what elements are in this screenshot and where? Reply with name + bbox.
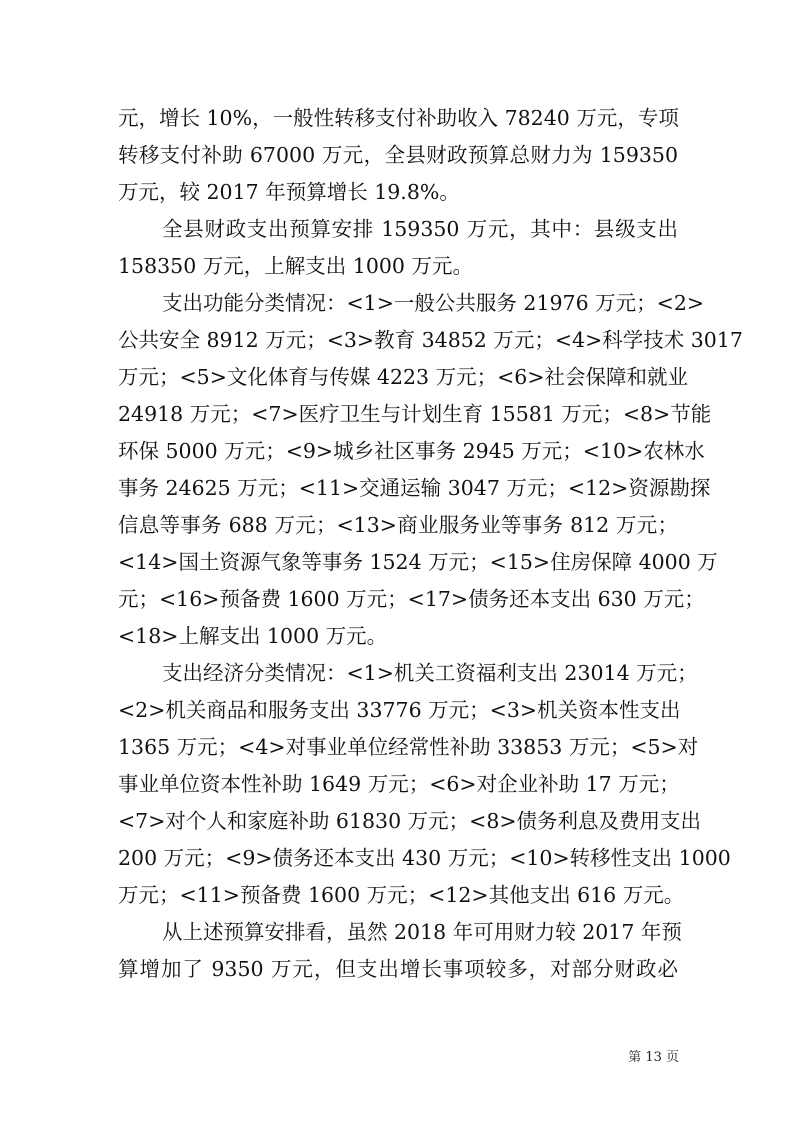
body-text [118,100,743,988]
text-line: 200 万元；<9>债务还本支出 430 万元；<10>转移性支出 1000 [118,846,731,870]
text-line: 公共安全 8912 万元；<3>教育 34852 万元；<4>科学技术 3017 [118,328,743,352]
text-line: 元；<16>预备费 1600 万元；<17>债务还本支出 630 万元； [118,587,705,611]
text-line: 158350 万元，上解支出 1000 万元。 [118,254,473,278]
text-line: 万元；<5>文化体育与传媒 4223 万元；<6>社会保障和就业 [118,365,688,389]
text-line: <14>国土资源气象等事务 1524 万元；<15>住房保障 4000 万 [118,550,718,574]
text-line: 环保 5000 万元；<9>城乡社区事务 2945 万元；<10>农林水 [118,439,705,463]
text-line: 全县财政支出预算安排 159350 万元，其中：县级支出 [162,217,678,241]
text-line: 从上述预算安排看，虽然 2018 年可用财力较 2017 年预 [162,920,682,944]
text-line: <2>机关商品和服务支出 33776 万元；<3>机关资本性支出 [118,698,681,722]
text-line: 支出经济分类情况：<1>机关工资福利支出 23014 万元； [162,661,698,685]
text-line: 支出功能分类情况：<1>一般公共服务 21976 万元；<2> [162,291,705,315]
text-line: 元，增长 10%，一般性转移支付补助收入 78240 万元，专项 [118,106,679,130]
text-line: <7>对个人和家庭补助 61830 万元；<8>债务利息及费用支出 [118,809,702,833]
text-line: 万元，较 2017 年预算增长 19.8%。 [118,180,460,204]
text-line: 事务 24625 万元；<11>交通运输 3047 万元；<12>资源勘探 [118,476,711,500]
text-line: 万元；<11>预备费 1600 万元；<12>其他支出 616 万元。 [118,883,685,907]
text-line: 事业单位资本性补助 1649 万元；<6>对企业补助 17 万元； [118,772,680,796]
page-number: 第 13 页 [628,1050,679,1065]
text-line: 转移支付补助 67000 万元，全县财政预算总财力为 159350 [118,143,678,167]
text-line: <18>上解支出 1000 万元。 [118,624,388,648]
text-line: 算增加了 9350 万元，但支出增长事项较多，对部分财政必 [118,957,678,981]
text-line: 24918 万元；<7>医疗卫生与计划生育 15581 万元；<8>节能 [118,402,712,426]
text-line: 信息等事务 688 万元；<13>商业服务业等事务 812 万元； [118,513,678,537]
text-line: 1365 万元；<4>对事业单位经常性补助 33853 万元；<5>对 [118,735,699,759]
